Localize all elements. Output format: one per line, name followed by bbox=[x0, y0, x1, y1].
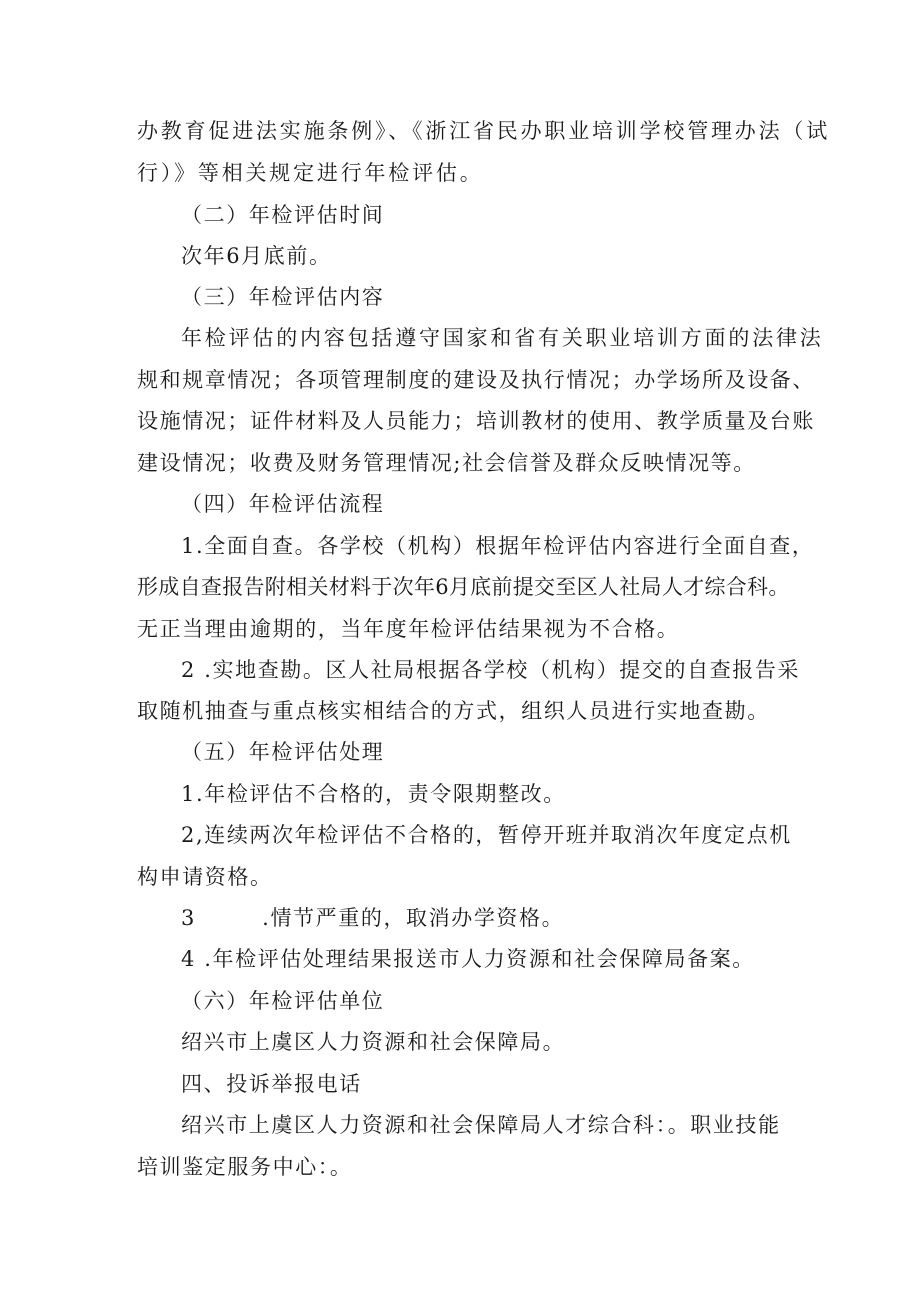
paragraph-line: 年检评估的内容包括遵守国家和省有关职业培训方面的法律法 bbox=[181, 326, 824, 350]
section-heading: 四、投诉举报电话 bbox=[181, 1072, 362, 1096]
paragraph-line: 1.全面自查。各学校（机构）根据年检评估内容进行全面自查， bbox=[181, 534, 815, 558]
section-heading: （三）年检评估内容 bbox=[181, 285, 385, 309]
section-heading: （二）年检评估时间 bbox=[181, 203, 385, 227]
paragraph-line: 无正当理由逾期的，当年度年检评估结果视为不合格。 bbox=[137, 617, 680, 641]
paragraph-line: 规和规章情况；各项管理制度的建设及执行情况；办学场所及设备、 bbox=[137, 368, 815, 392]
paragraph-line: 1.年检评估不合格的，责令限期整改。 bbox=[181, 782, 566, 806]
paragraph-line: 建设情况；收费及财务管理情况;社会信誉及群众反映情况等。 bbox=[137, 451, 756, 475]
paragraph-line: 3 .情节严重的，取消办学资格。 bbox=[181, 906, 565, 930]
paragraph-line: 构申请资格。 bbox=[137, 865, 273, 889]
paragraph-line: 次年6月底前。 bbox=[181, 244, 332, 268]
paragraph-line: 绍兴市上虞区人力资源和社会保障局。 bbox=[181, 1030, 566, 1054]
paragraph-line: 形成自查报告附相关材料于次年6月底前提交至区人社局人才综合科。 bbox=[137, 575, 790, 599]
paragraph-line: 绍兴市上虞区人力资源和社会保障局人才综合科：。职业技能 bbox=[181, 1113, 781, 1137]
paragraph-line: 2 .实地查勘。区人社局根据各学校（机构）提交的自查报告采 bbox=[181, 658, 801, 682]
paragraph-line: 办教育促进法实施条例》、《浙江省民办职业培训学校管理办法（试 bbox=[137, 119, 830, 143]
paragraph-line: 2,连续两次年检评估不合格的，暂停开班并取消次年度定点机 bbox=[181, 823, 792, 847]
section-heading: （六）年检评估单位 bbox=[181, 989, 385, 1013]
paragraph-line: 设施情况；证件材料及人员能力；培训教材的使用、教学质量及台账 bbox=[137, 409, 815, 433]
paragraph-line: 取随机抽查与重点核实相结合的方式，组织人员进行实地查勘。 bbox=[137, 699, 770, 723]
section-heading: （四）年检评估流程 bbox=[181, 492, 385, 516]
section-heading: （五）年检评估处理 bbox=[181, 740, 385, 764]
paragraph-line: 行）》等相关规定进行年检评估。 bbox=[137, 161, 484, 185]
paragraph-line: 4 .年检评估处理结果报送市人力资源和社会保障局备案。 bbox=[181, 947, 755, 971]
paragraph-line: 培训鉴定服务中心：。 bbox=[137, 1155, 353, 1179]
